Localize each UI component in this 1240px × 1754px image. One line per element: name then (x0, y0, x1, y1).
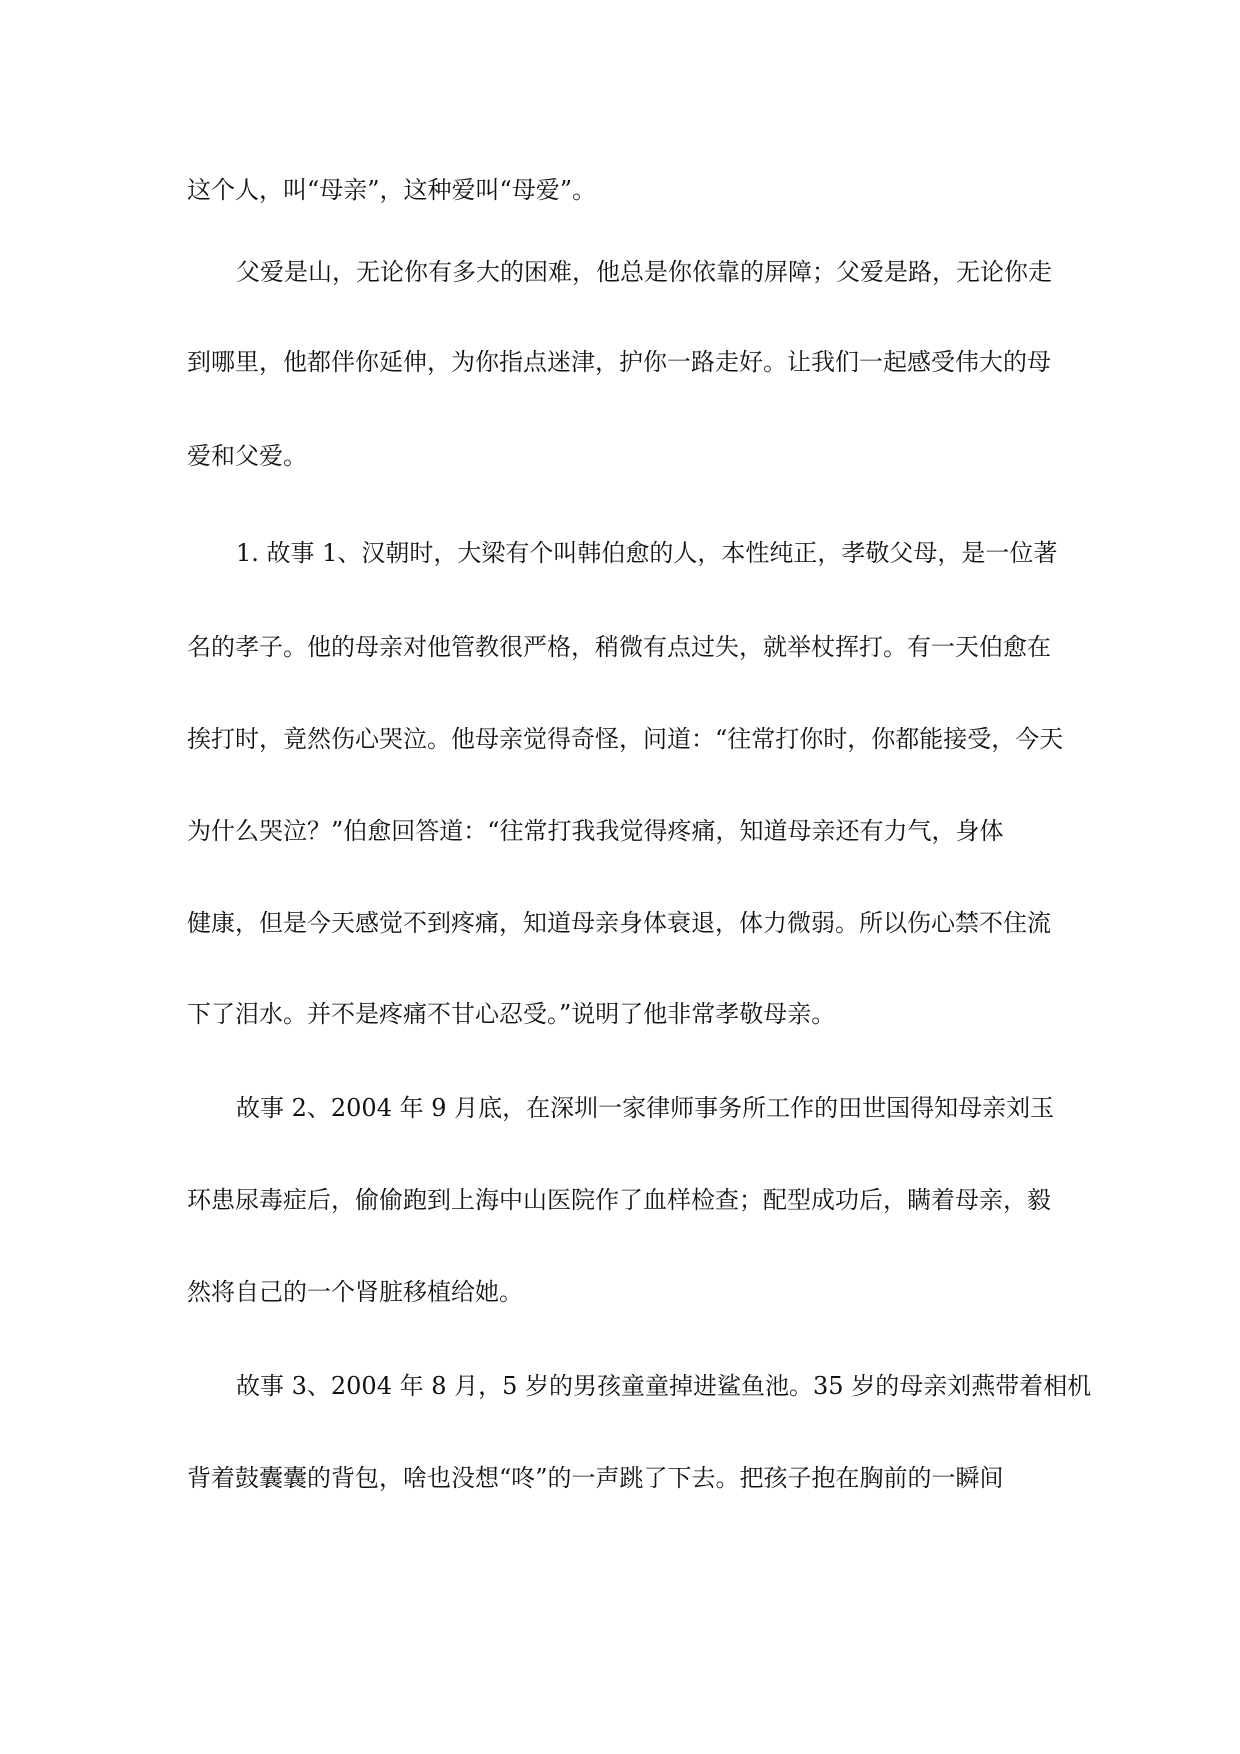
text-line-1: 这个人，叫“母亲”，这种爱叫“母爱”。 (187, 176, 597, 204)
text-line-4: 爱和父爱。 (187, 442, 307, 470)
text-line-2: 父爱是山，无论你有多大的困难，他总是你依靠的屏障；父爱是路，无论你走 (236, 258, 1052, 286)
text-line-13: 然将自己的一个肾脏移植给她。 (187, 1278, 523, 1306)
text-line-8: 为什么哭泣？”伯愈回答道：“往常打我我觉得疼痛，知道母亲还有力气，身体 (187, 817, 1004, 845)
text-line-6: 名的孝子。他的母亲对他管教很严格，稍微有点过失，就举杖挥打。有一天伯愈在 (187, 633, 1051, 661)
text-line-14: 故事 3、2004 年 8 月，5 岁的男孩童童掉进鲨鱼池。35 岁的母亲刘燕带着相机 (236, 1372, 1092, 1400)
text-line-12: 环患尿毒症后，偷偷跑到上海中山医院作了血样检查；配型成功后，瞒着母亲，毅 (187, 1186, 1051, 1214)
text-line-10: 下了泪水。并不是疼痛不甘心忍受。”说明了他非常孝敬母亲。 (187, 1000, 836, 1028)
text-line-7: 挨打时，竟然伤心哭泣。他母亲觉得奇怪，问道：“往常打你时，你都能接受，今天 (187, 725, 1064, 753)
text-line-11: 故事 2、2004 年 9 月底，在深圳一家律师事务所工作的田世国得知母亲刘玉 (236, 1094, 1055, 1122)
text-line-5: 1. 故事 1、汉朝时，大梁有个叫韩伯愈的人，本性纯正，孝敬父母，是一位著 (236, 539, 1058, 567)
text-line-9: 健康，但是今天感觉不到疼痛，知道母亲身体衰退，体力微弱。所以伤心禁不住流 (187, 909, 1051, 937)
text-line-3: 到哪里，他都伴你延伸，为你指点迷津，护你一路走好。让我们一起感受伟大的母 (187, 348, 1051, 376)
text-line-15: 背着鼓囊囊的背包，啥也没想“咚”的一声跳了下去。把孩子抱在胸前的一瞬间 (187, 1464, 1004, 1492)
